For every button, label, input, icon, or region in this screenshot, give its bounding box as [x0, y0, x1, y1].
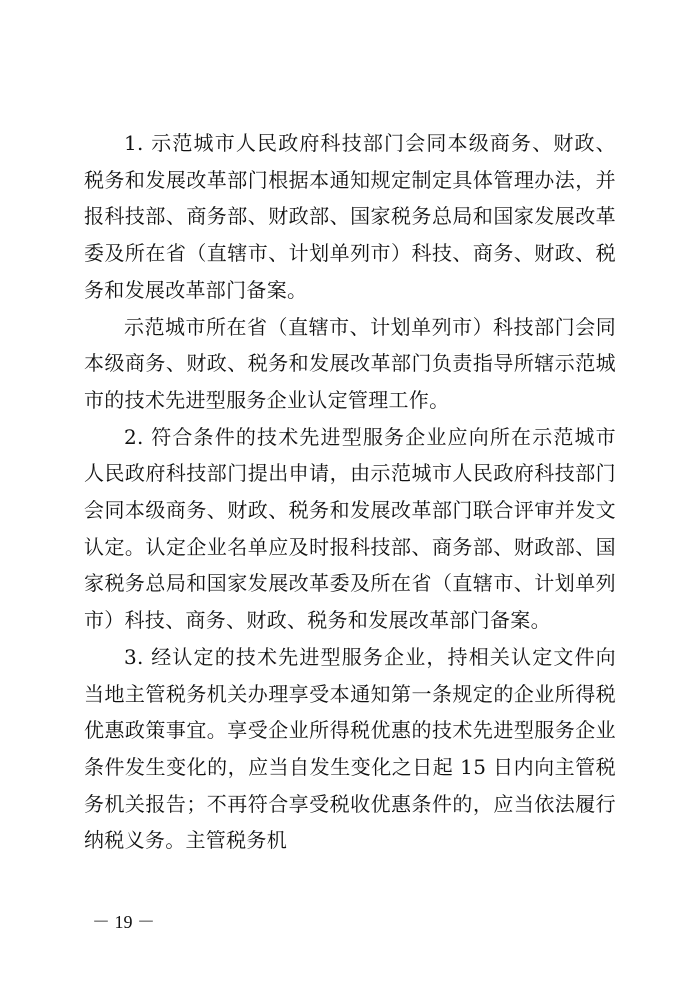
- paragraph-1: 1. 示范城市人民政府科技部门会同本级商务、财政、税务和发展改革部门根据本通知规定制定具体管理办法，并报科技部、商务部、财政部、国家税务总局和国家发展改革委及所在省（直辖市、计划单列市）科技、商务、财政、税务和发展改革部门备案。: [84, 131, 616, 302]
- paragraph-4: 3. 经认定的技术先进型服务企业，持相关认定文件向当地主管税务机关办理享受本通知第一条规定的企业所得税优惠政策事宜。享受企业所得税优惠的技术先进型服务企业条件发生变化的，应当自发生变化之日起 15 日内向主管税务机关报告；不再符合享受税收优惠条件的，应当依法履行纳税义务。主管税务机: [84, 644, 616, 853]
- page-number: － 19 －: [92, 912, 155, 932]
- paragraph-2: 示范城市所在省（直辖市、计划单列市）科技部门会同本级商务、财政、税务和发展改革部门负责指导所辖示范城市的技术先进型服务企业认定管理工作。: [84, 314, 616, 412]
- paragraph-3: 2. 符合条件的技术先进型服务企业应向所在示范城市人民政府科技部门提出申请，由示范城市人民政府科技部门会同本级商务、财政、税务和发展改革部门联合评审并发文认定。认定企业名单应及时报科技部、商务部、财政部、国家税务总局和国家发展改革委及所在省（直辖市、计划单列市）科技、商务、财政、税务和发展改革部门备案。: [84, 424, 616, 633]
- body-text: [84, 125, 616, 859]
